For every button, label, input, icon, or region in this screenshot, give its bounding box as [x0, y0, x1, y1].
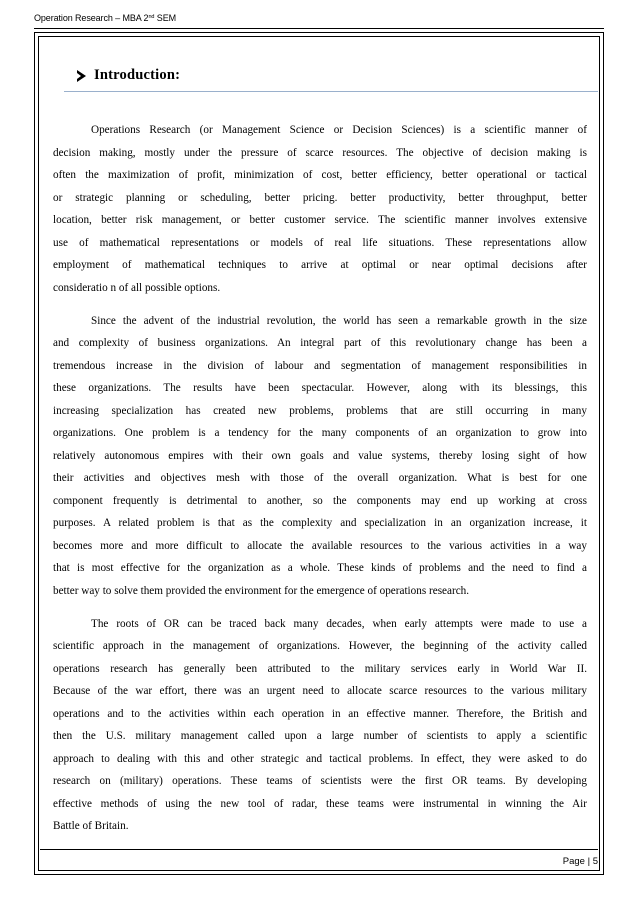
running-header-superscript: nd [148, 14, 155, 20]
section-heading-text: Introduction: [94, 67, 181, 83]
paragraph-line: or strategic planning or scheduling, better pricing. better productivity, better throughput, better [53, 191, 587, 204]
paragraph-line: employment of mathematical techniques to arrive at optimal or near optimal decisions after [53, 259, 587, 271]
paragraph-line: research on (military) operations. These teams of scientists were the first OR teams. By developing [53, 775, 587, 787]
paragraph-line: consideratio n of all possible options. [53, 281, 221, 294]
paragraph-line: these organizations. The results have been spectacular. However, along with its blessings, this [53, 382, 587, 394]
paragraph-line: use of mathematical representations or models of real life situations. These representations allow [53, 236, 587, 249]
header-rule [34, 28, 604, 29]
paragraph-line: operations research has generally been attributed to the military services early in World War II. [53, 662, 587, 675]
footer-rule [40, 849, 598, 850]
section-heading [77, 67, 180, 84]
paragraph-line: becomes more and more difficult to allocate the available resources to the various activities in a way [53, 539, 587, 552]
body-text [53, 119, 587, 848]
running-header [34, 13, 176, 23]
paragraph-line: scientific approach in the management of organizations. However, the beginning of the activity called [53, 640, 587, 652]
paragraph-line: that is most effective for the organization as a whole. These kinds of problems and the need to find a [53, 562, 587, 574]
paragraph-line: Because of the war effort, there was an urgent need to allocate scarce resources to the various military [53, 685, 587, 697]
running-header-title: Operation Research – MBA 2 [34, 13, 149, 23]
paragraph-line: relatively autonomous empires with their own goals and value systems, thereby losing sight of how [53, 449, 587, 462]
paragraph-line: their activities and objectives mesh with those of the overall organization. What is best for one [53, 472, 587, 484]
paragraph-line: purposes. A related problem is that as the complexity and specialization in an organization increase, it [53, 517, 587, 529]
paragraph-line: Operations Research (or Management Science or Decision Sciences) is a scientific manner of [91, 124, 587, 136]
paragraph-line: component frequently is detrimental to another, so the components may end up working at cross [53, 494, 587, 507]
paragraph-line: approach to dealing with this and other strategic and tactical problems. In effect, they were asked to do [53, 752, 587, 765]
paragraph-line: The roots of OR can be traced back many decades, when early attempts were made to use a [91, 617, 587, 630]
paragraph-line: location, better risk management, or better customer service. The scientific manner involves extensive [53, 214, 587, 226]
paragraph-line: operations and to the activities within each operation in an effective manner. Therefore, the British and [53, 707, 587, 720]
page-number: Page | 5 [562, 856, 598, 867]
paragraph-line: better way to solve them provided the environment for the emergence of operations research. [53, 584, 470, 597]
paragraph-line: often the maximization of profit, minimization of cost, better efficiency, better operational or tactical [53, 169, 587, 181]
paragraph [53, 119, 587, 299]
heading-rule [64, 91, 598, 92]
paragraph [53, 310, 587, 603]
paragraph-line: increasing specialization has created new problems, problems that are still occurring in many [53, 404, 587, 417]
paragraph-line: tremendous increase in the division of labour and segmentation of management responsibilities in [53, 359, 587, 372]
paragraph-line: decision making, mostly under the pressure of scarce resources. The objective of decision making is [53, 146, 587, 159]
paragraph-line: effective methods of using the new tool of radar, these teams were instrumental in winning the Air [53, 797, 587, 810]
arrowhead-bullet-icon [77, 70, 86, 82]
paragraph-line: and complexity of business organizations. An integral part of this revolutionary change has been a [53, 337, 587, 349]
paragraph [53, 613, 587, 838]
paragraph-line: then the U.S. military management called upon a large number of scientists to apply a scientific [53, 730, 587, 742]
paragraph-line: Battle of Britain. [53, 820, 129, 832]
paragraph-line: Since the advent of the industrial revolution, the world has seen a remarkable growth in the size [91, 314, 587, 327]
running-header-suffix: SEM [154, 13, 176, 23]
paragraph-line: organizations. One problem is a tendency for the many components of an organization to grow into [53, 427, 587, 439]
